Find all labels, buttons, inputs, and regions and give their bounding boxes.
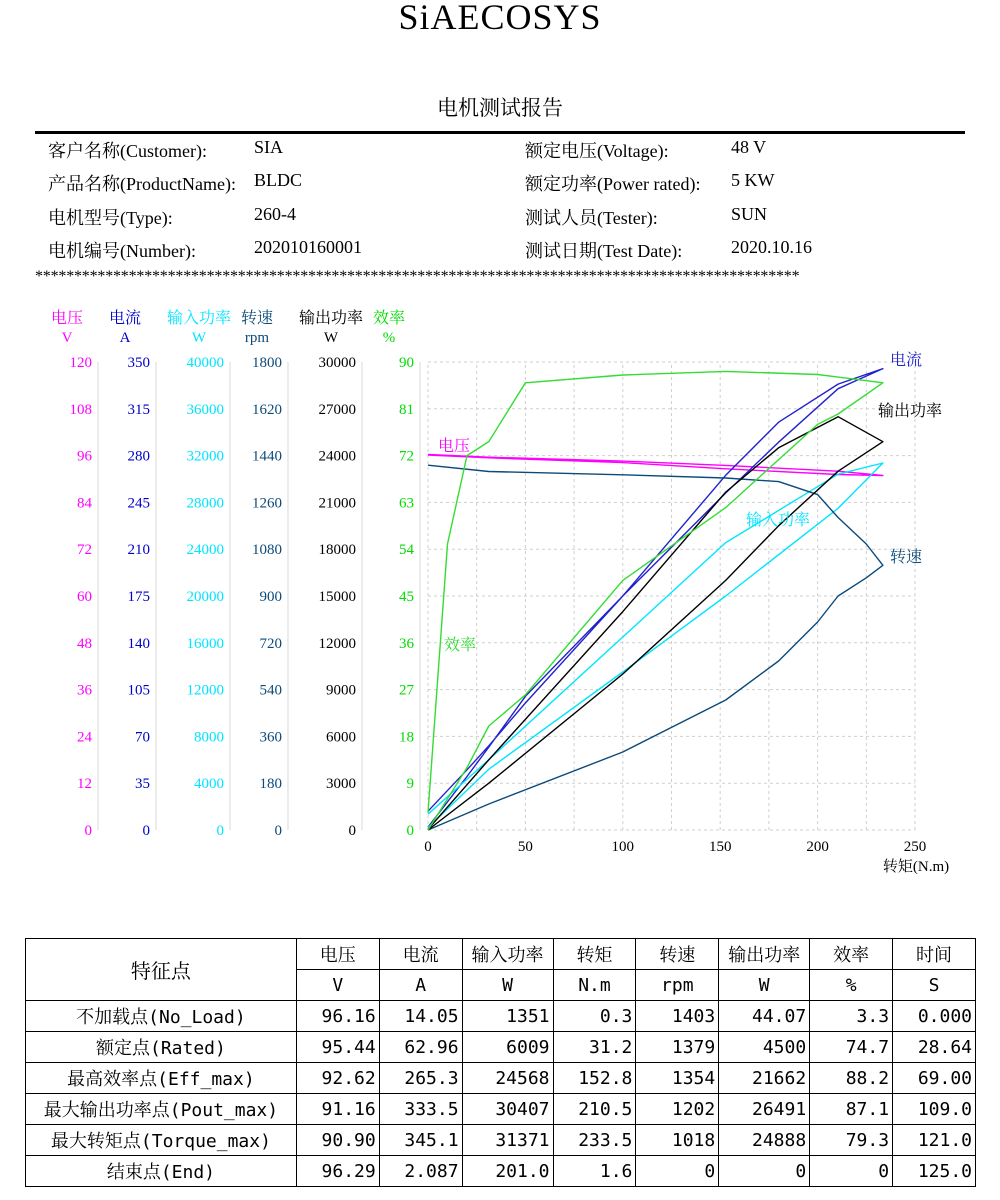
table-cell: 233.5: [553, 1125, 636, 1156]
header-current: 电流: [379, 939, 462, 970]
table-row: [26, 1125, 976, 1156]
y-tick-label: 60: [77, 589, 92, 605]
header-voltage: 电压: [296, 939, 379, 970]
y-tick-label: 72: [399, 448, 414, 465]
y-tick-label: 30000: [318, 355, 356, 371]
type-label: 电机型号(Type):: [48, 208, 173, 228]
table-cell: 0: [719, 1156, 810, 1187]
header-speed: 转速: [636, 939, 719, 970]
table-cell: 90.90: [296, 1125, 379, 1156]
x-tick-label: 50: [517, 839, 533, 855]
unit-efficiency: %: [810, 970, 893, 1001]
axis-unit-0: V: [61, 330, 73, 346]
y-tick-label: 105: [127, 682, 150, 699]
table-cell: 121.0: [893, 1125, 976, 1156]
curve-label-current: 电流: [889, 352, 923, 369]
row-label: 最大转矩点(Torque_max): [26, 1125, 297, 1156]
axis-name-0: 电压: [50, 310, 84, 327]
y-tick-label: 0: [406, 823, 414, 839]
table-cell: 1351: [462, 1001, 553, 1032]
table-cell: 265.3: [379, 1063, 462, 1094]
y-tick-label: 24000: [186, 542, 224, 559]
x-tick-label: 250: [903, 839, 927, 855]
y-tick-label: 315: [127, 401, 150, 418]
y-tick-label: 63: [399, 495, 414, 512]
header-efficiency: 效率: [810, 939, 893, 970]
table-cell: 74.7: [810, 1032, 893, 1063]
table-cell: 91.16: [296, 1094, 379, 1125]
axis-name-4: 输出功率: [298, 310, 364, 327]
axis-unit-4: W: [323, 330, 339, 346]
y-tick-label: 1800: [252, 355, 282, 371]
curve-label-voltage: 电压: [437, 438, 471, 455]
product-name-value: BLDC: [254, 170, 303, 190]
y-tick-label: 540: [259, 682, 282, 699]
table-cell: 44.07: [719, 1001, 810, 1032]
x-tick-label: 100: [611, 839, 635, 855]
unit-speed: rpm: [636, 970, 719, 1001]
table-cell: 0.000: [893, 1001, 976, 1032]
feature-points-table: [25, 938, 976, 1187]
table-row: [26, 1156, 976, 1187]
unit-current: A: [379, 970, 462, 1001]
table-corner-header: 特征点: [26, 939, 297, 1001]
y-tick-label: 280: [127, 448, 150, 465]
table-cell: 4500: [719, 1032, 810, 1063]
x-tick-label: 0: [424, 839, 432, 855]
table-cell: 0: [636, 1156, 719, 1187]
table-cell: 69.00: [893, 1063, 976, 1094]
x-axis-label: 转矩(N.m): [882, 859, 950, 875]
table-cell: 21662: [719, 1063, 810, 1094]
y-tick-label: 27: [399, 682, 414, 699]
axis-name-5: 效率: [372, 310, 406, 327]
y-tick-label: 96: [77, 448, 92, 465]
number-label: 电机编号(Number):: [48, 241, 196, 261]
y-tick-label: 45: [399, 589, 414, 605]
y-tick-label: 0: [348, 823, 356, 839]
y-tick-label: 27000: [318, 401, 356, 418]
y-tick-label: 18: [399, 729, 414, 746]
y-tick-label: 16000: [186, 635, 224, 652]
table-cell: 79.3: [810, 1125, 893, 1156]
y-tick-label: 245: [127, 495, 150, 512]
motor-performance-chart: [0, 295, 1000, 895]
y-tick-label: 4000: [194, 776, 224, 793]
table-cell: 0.3: [553, 1001, 636, 1032]
row-label: 最高效率点(Eff_max): [26, 1063, 297, 1094]
table-cell: 2.087: [379, 1156, 462, 1187]
curve-label-speed: 转速: [889, 549, 923, 566]
y-tick-label: 28000: [186, 495, 224, 512]
y-tick-label: 36: [399, 635, 414, 652]
table-row: [26, 1094, 976, 1125]
row-label: 不加载点(No_Load): [26, 1001, 297, 1032]
y-tick-label: 175: [127, 589, 150, 605]
axis-unit-5: %: [382, 330, 396, 346]
y-tick-label: 15000: [318, 589, 356, 605]
y-tick-label: 360: [259, 729, 282, 746]
y-tick-label: 12: [77, 776, 92, 793]
table-cell: 62.96: [379, 1032, 462, 1063]
axis-name-1: 电流: [108, 310, 142, 327]
y-tick-label: 36: [77, 682, 92, 699]
unit-time: S: [893, 970, 976, 1001]
table-cell: 109.0: [893, 1094, 976, 1125]
table-cell: 30407: [462, 1094, 553, 1125]
y-tick-label: 81: [399, 401, 414, 418]
y-tick-label: 0: [84, 823, 92, 839]
curve-label-output-power: 输出功率: [877, 403, 943, 420]
table-cell: 6009: [462, 1032, 553, 1063]
x-tick-label: 150: [708, 839, 732, 855]
y-tick-label: 70: [135, 729, 150, 746]
axis-unit-1: A: [119, 330, 131, 346]
table-cell: 210.5: [553, 1094, 636, 1125]
y-tick-label: 0: [142, 823, 150, 839]
y-tick-label: 8000: [194, 729, 224, 746]
axis-unit-2: W: [191, 330, 207, 346]
y-tick-label: 72: [77, 542, 92, 559]
y-tick-label: 120: [69, 355, 92, 371]
series-line-1: [428, 369, 883, 828]
y-tick-label: 18000: [318, 542, 356, 559]
y-tick-label: 12000: [186, 682, 224, 699]
number-value: 202010160001: [254, 237, 362, 257]
row-label: 最大输出功率点(Pout_max): [26, 1094, 297, 1125]
row-label: 结束点(End): [26, 1156, 297, 1187]
y-tick-label: 1620: [252, 401, 282, 418]
table-cell: 92.62: [296, 1063, 379, 1094]
customer-label: 客户名称(Customer):: [48, 141, 207, 161]
test-date-value: 2020.10.16: [731, 237, 812, 257]
y-tick-label: 40000: [186, 355, 224, 371]
separator-stars: **************************************************************************************************: [35, 268, 800, 285]
table-cell: 345.1: [379, 1125, 462, 1156]
y-tick-label: 54: [399, 542, 414, 559]
y-tick-label: 3000: [326, 776, 356, 793]
table-cell: 1379: [636, 1032, 719, 1063]
axis-unit-3: rpm: [244, 330, 270, 346]
curve-label-input-power: 输入功率: [745, 512, 811, 529]
series-line-5: [428, 371, 883, 830]
header-input-power: 输入功率: [462, 939, 553, 970]
y-tick-label: 1080: [252, 542, 282, 559]
voltage-value: 48 V: [731, 137, 767, 157]
curve-label-efficiency: 效率: [443, 637, 477, 654]
table-cell: 31.2: [553, 1032, 636, 1063]
y-tick-label: 0: [216, 823, 224, 839]
table-cell: 88.2: [810, 1063, 893, 1094]
table-cell: 201.0: [462, 1156, 553, 1187]
table-cell: 96.16: [296, 1001, 379, 1032]
unit-input-power: W: [462, 970, 553, 1001]
y-tick-label: 350: [127, 355, 150, 371]
y-tick-label: 84: [77, 495, 92, 512]
y-tick-label: 1440: [252, 448, 282, 465]
tester-value: SUN: [731, 204, 768, 224]
y-tick-label: 1260: [252, 495, 282, 512]
y-tick-label: 900: [259, 589, 282, 605]
table-row: [26, 1063, 976, 1094]
axis-name-3: 转速: [240, 310, 274, 327]
y-tick-label: 24000: [318, 448, 356, 465]
brand-title: SiAECOSYS: [398, 0, 602, 37]
table-row: [26, 1032, 976, 1063]
report-title: 电机测试报告: [437, 96, 563, 120]
y-tick-label: 32000: [186, 448, 224, 465]
y-tick-label: 48: [77, 635, 92, 652]
table-cell: 1018: [636, 1125, 719, 1156]
table-cell: 3.3: [810, 1001, 893, 1032]
table-row: [26, 1001, 976, 1032]
voltage-label: 额定电压(Voltage):: [525, 141, 669, 161]
table-cell: 24888: [719, 1125, 810, 1156]
x-tick-label: 200: [806, 839, 829, 855]
table-cell: 1202: [636, 1094, 719, 1125]
y-tick-label: 140: [127, 635, 150, 652]
power-rated-value: 5 KW: [731, 170, 775, 190]
series-line-4: [428, 417, 883, 830]
tester-label: 测试人员(Tester):: [525, 208, 658, 228]
table-cell: 1403: [636, 1001, 719, 1032]
customer-value: SIA: [254, 137, 284, 157]
header-torque: 转矩: [553, 939, 636, 970]
y-tick-label: 90: [399, 355, 414, 371]
type-value: 260-4: [254, 204, 296, 224]
table-cell: 96.29: [296, 1156, 379, 1187]
y-tick-label: 21000: [318, 495, 356, 512]
y-tick-label: 35: [135, 776, 150, 793]
unit-voltage: V: [296, 970, 379, 1001]
power-rated-label: 额定功率(Power rated):: [525, 174, 701, 194]
unit-torque: N.m: [553, 970, 636, 1001]
title-rule: [35, 131, 965, 134]
y-tick-label: 6000: [326, 729, 356, 746]
table-cell: 87.1: [810, 1094, 893, 1125]
header-time: 时间: [893, 939, 976, 970]
y-tick-label: 210: [127, 542, 150, 559]
test-date-label: 测试日期(Test Date):: [525, 241, 683, 261]
table-cell: 26491: [719, 1094, 810, 1125]
table-cell: 152.8: [553, 1063, 636, 1094]
series-line-2: [428, 463, 883, 828]
unit-output-power: W: [719, 970, 810, 1001]
y-tick-label: 720: [259, 635, 282, 652]
table-cell: 1.6: [553, 1156, 636, 1187]
y-tick-label: 9: [406, 776, 414, 793]
axis-name-2: 输入功率: [166, 310, 232, 327]
table-cell: 31371: [462, 1125, 553, 1156]
y-tick-label: 20000: [186, 589, 224, 605]
y-tick-label: 36000: [186, 401, 224, 418]
table-cell: 95.44: [296, 1032, 379, 1063]
row-label: 额定点(Rated): [26, 1032, 297, 1063]
y-tick-label: 180: [259, 776, 282, 793]
product-name-label: 产品名称(ProductName):: [48, 174, 236, 194]
y-tick-label: 12000: [318, 635, 356, 652]
table-cell: 1354: [636, 1063, 719, 1094]
table-cell: 14.05: [379, 1001, 462, 1032]
table-cell: 28.64: [893, 1032, 976, 1063]
table-cell: 125.0: [893, 1156, 976, 1187]
y-tick-label: 0: [274, 823, 282, 839]
y-tick-label: 24: [77, 729, 92, 746]
y-tick-label: 9000: [326, 682, 356, 699]
table-cell: 24568: [462, 1063, 553, 1094]
table-cell: 333.5: [379, 1094, 462, 1125]
header-output-power: 输出功率: [719, 939, 810, 970]
y-tick-label: 108: [69, 401, 92, 418]
table-cell: 0: [810, 1156, 893, 1187]
